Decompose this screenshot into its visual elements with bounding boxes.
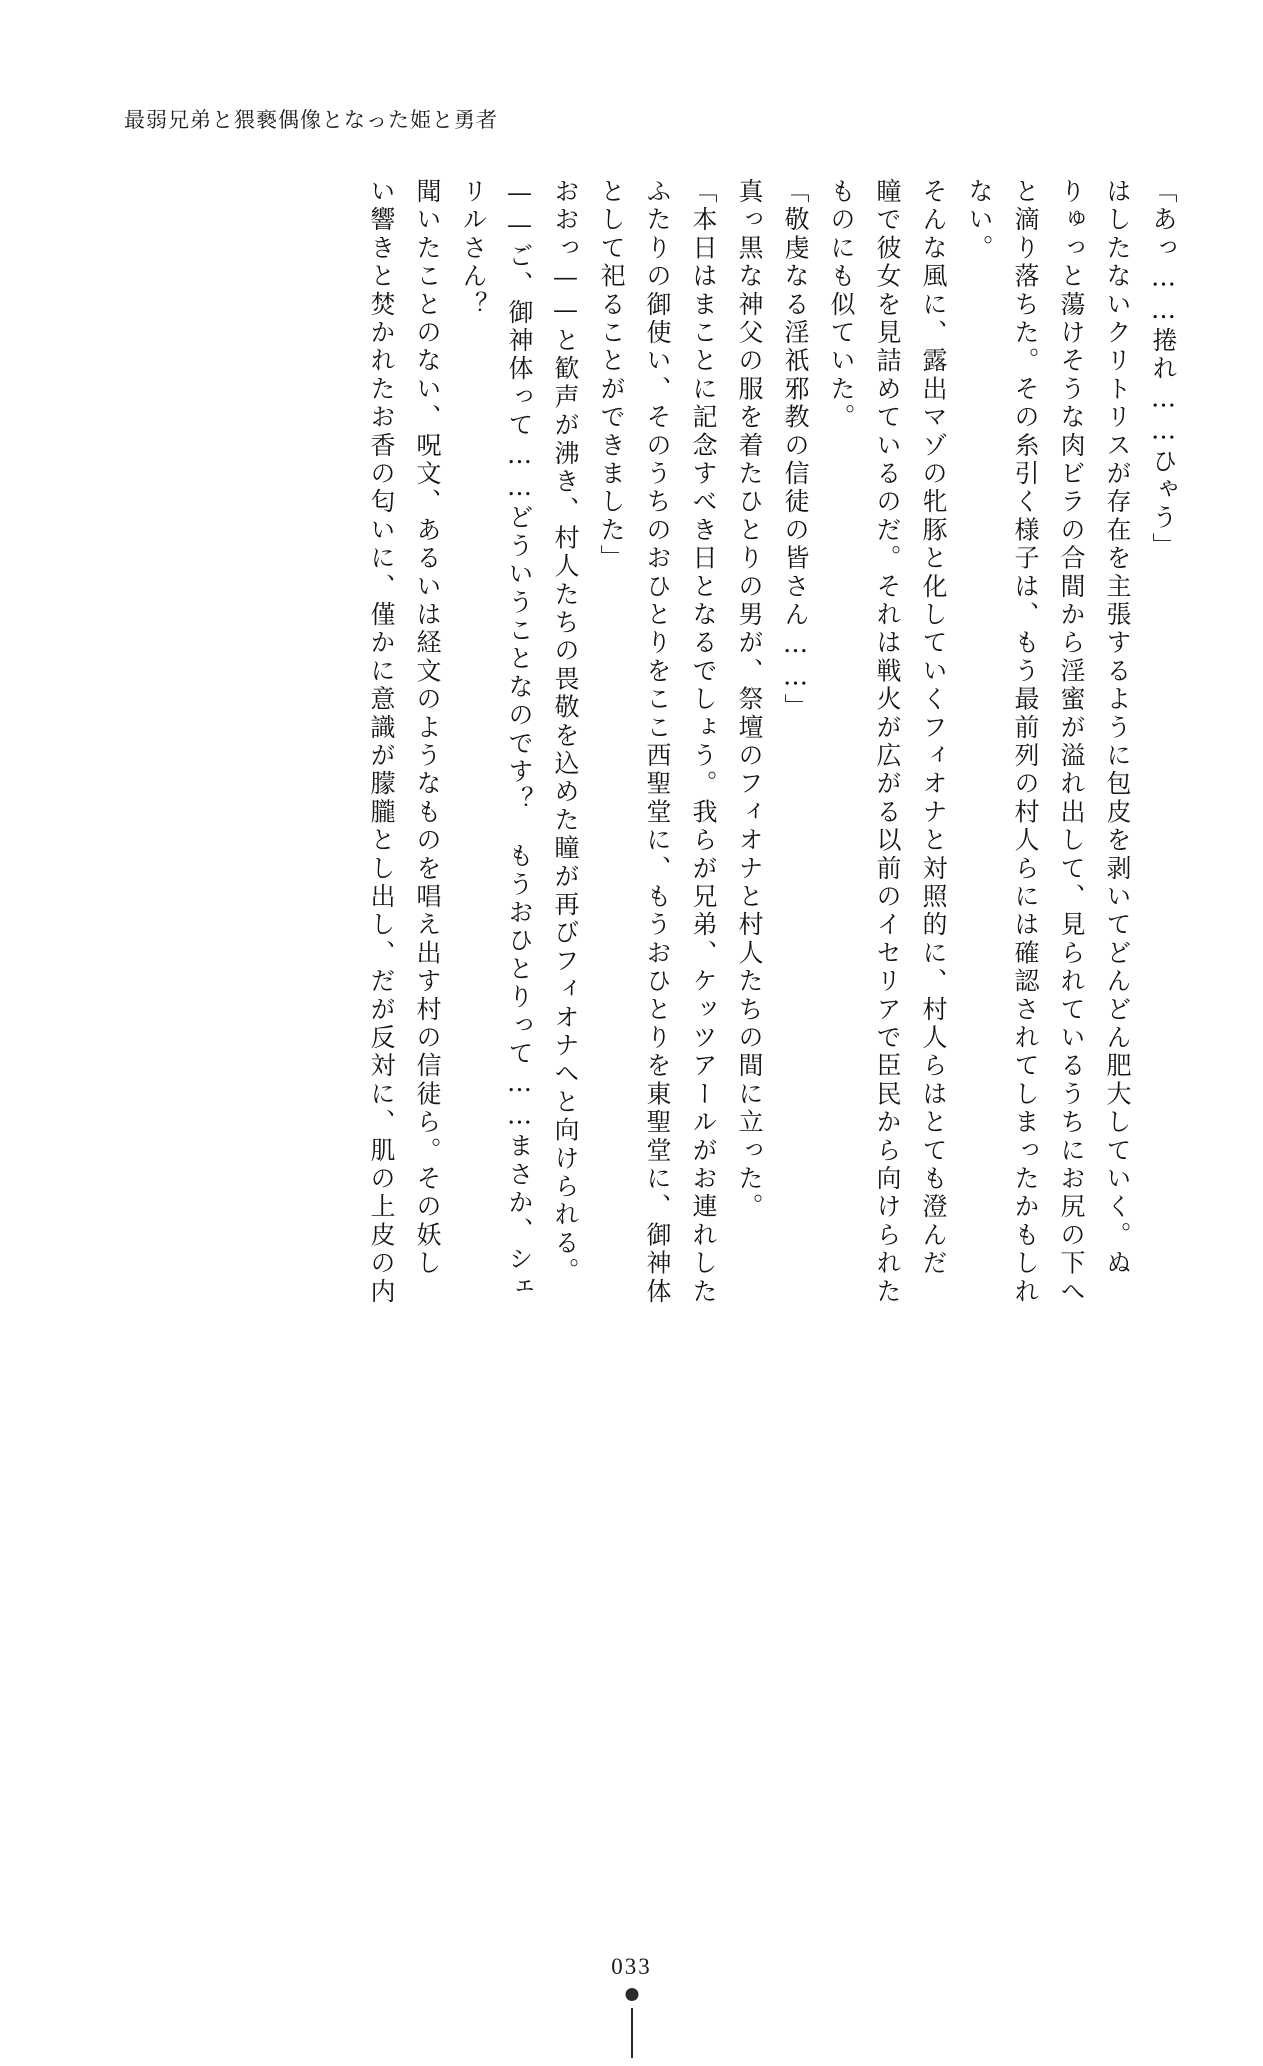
text-column: ふたりの御使い、そのうちのおひとりをここ西聖堂に、もうおひとりを東聖堂に、御神体: [643, 178, 672, 1306]
text-column: ない。: [965, 178, 994, 263]
text-column: はしたないクリトリスが存在を主張するように包皮を剥いてどんどん肥大していく。ぬ: [1103, 178, 1132, 1278]
text-column: おおっ——と歓声が沸き、村人たちの畏敬を込めた瞳が再びフィオナへと向けられる。: [551, 178, 580, 1286]
text-column: 「敬虔なる淫祇邪教の信徒の皆さん……」: [781, 178, 810, 722]
footer-rule: [631, 2008, 633, 2058]
text-column: リルさん？: [459, 178, 488, 319]
footer-dot-icon: [625, 1988, 638, 2001]
text-column: ものにも似ていた。: [827, 178, 856, 432]
text-column: として祀ることができました」: [597, 178, 626, 573]
running-header: 最弱兄弟と猥褻偶像となった姫と勇者: [124, 108, 498, 132]
text-column: ——ご、御神体って……どういうことなのです？ もうおひとりって……まさか、シェ: [505, 178, 534, 1302]
text-column: い響きと焚かれたお香の匂いに、僅かに意識が朦朧とし出し、だが反対に、肌の上皮の内: [367, 178, 396, 1306]
vertical-text-body: [96, 178, 1176, 1368]
text-column: そんな風に、露出マゾの牝豚と化していくフィオナと対照的に、村人らはとても澄んだ: [919, 178, 948, 1278]
text-column: 聞いたことのない、呪文、あるいは経文のようなものを唱え出す村の信徒ら。その妖し: [413, 178, 442, 1278]
text-column: 「本日はまことに記念すべき日となるでしょう。我らが兄弟、ケッツアールがお連れした: [689, 178, 718, 1306]
text-column: 真っ黒な神父の服を着たひとりの男が、祭壇のフィオナと村人たちの間に立った。: [735, 178, 764, 1222]
text-column: と滴り落ちた。その糸引く様子は、もう最前列の村人らには確認されてしまったかもしれ: [1011, 178, 1040, 1306]
page-number: 033: [611, 1954, 652, 1979]
text-column: 「あっ……捲れ……ひゃう」: [1149, 178, 1178, 561]
footer-ornament: [625, 1988, 639, 2058]
text-column: りゅっと蕩けそうな肉ビラの合間から淫蜜が溢れ出して、見られているうちにお尻の下へ: [1057, 178, 1086, 1306]
text-column: 瞳で彼女を見詰めているのだ。それは戦火が広がる以前のイセリアで臣民から向けられた: [873, 178, 902, 1306]
